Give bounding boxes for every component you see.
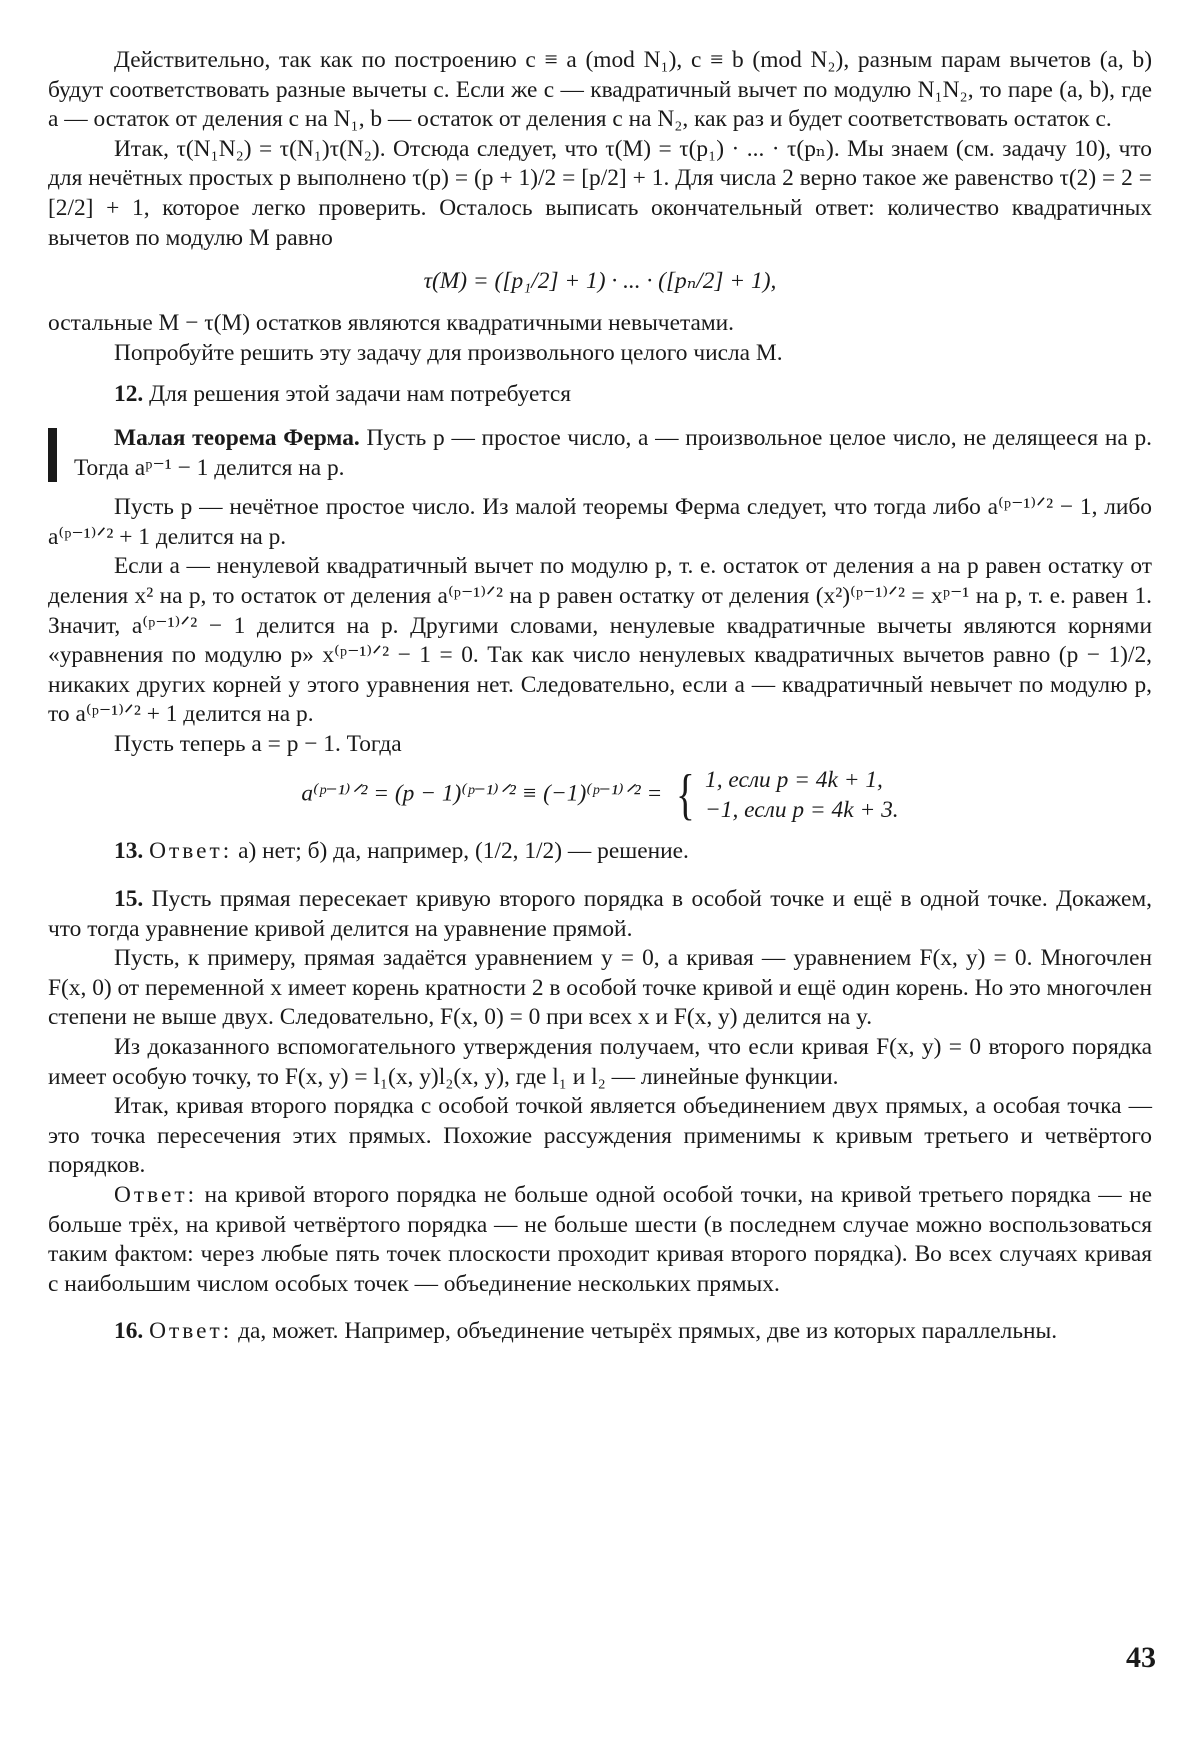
problem-13-answer-label: Ответ:	[149, 838, 233, 865]
paragraph-2: Итак, τ(N₁N₂) = τ(N₁)τ(N₂). Отсюда следует, что τ(M) = τ(p₁) · ... · τ(pₙ). Мы знаем (см. задачу 10), что для нечётных простых p выполнено τ(p) = (p + 1)/2 = [p/2] + 1. Для числа 2 верно такое же равенство τ(2) = 2 = [2/2] + 1, которое легко проверить. Осталось выписать окончательный ответ: количество квадратичных вычетов по модулю M равно	[48, 135, 1152, 251]
paragraph-5: Пусть p — нечётное простое число. Из малой теоремы Ферма следует, что тогда либо a⁽ᵖ⁻¹⁾ᐟ² − 1, либо a⁽ᵖ⁻¹⁾ᐟ² + 1 делится на p.	[48, 494, 1152, 550]
problem-16	[48, 1317, 1152, 1347]
theorem-statement	[74, 424, 1152, 483]
formula-cases	[48, 765, 1152, 825]
paragraph-10: Итак, кривая второго порядка с особой точкой является объединением двух прямых, а особая точка — это точка пересечения этих прямых. Похожие рассуждения применимы к кривым третьего и четвёртого порядков.	[48, 1093, 1152, 1179]
paragraph-3: остальные M − τ(M) остатков являются квадратичными невычетами.	[48, 310, 735, 337]
problem-15-number: 15.	[114, 886, 144, 913]
answer-text-15: на кривой второго порядка не больше одной особой точки, на кривой третьего порядка — не больше трёх, на кривой четвёртого порядка — не больше шести (в последнем случае можно воспользоваться таким фактом: через любые пять точек плоскости проходит кривая второго порядка). Во всех случаях кривая с наибольшим числом особых точек — объединение нескольких прямых.	[48, 1182, 1152, 1297]
problem-13	[48, 837, 1152, 867]
paragraph-9: Из доказанного вспомогательного утверждения получаем, что если кривая F(x, y) = 0 второго порядка имеет особую точку, то F(x, y) = l₁(x, y)l₂(x, y), где l₁ и l₂ — линейные функции.	[48, 1034, 1152, 1090]
problem-15	[48, 885, 1152, 944]
problem-16-number: 16.	[114, 1318, 144, 1345]
problem-16-answer-label: Ответ:	[149, 1318, 233, 1345]
theorem-bar	[48, 428, 57, 482]
problem-12-text: Для решения этой задачи нам потребуется	[149, 381, 572, 408]
theorem-box	[48, 424, 1152, 483]
page-number: 43	[1126, 1641, 1156, 1674]
paragraph-6: Если a — ненулевой квадратичный вычет по модулю p, т. е. остаток от деления a на p равен остатку от деления x² на p, то остаток от деления a⁽ᵖ⁻¹⁾ᐟ² на p равен остатку от деления (x²)⁽ᵖ⁻¹⁾ᐟ² = xᵖ⁻¹ на p, т. е. равен 1. Значит, a⁽ᵖ⁻¹⁾ᐟ² − 1 делится на p. Другими словами, ненулевые квадратичные вычеты являются корнями «уравнения по модулю p» x⁽ᵖ⁻¹⁾ᐟ² − 1 = 0. Так как число ненулевых квадратичных вычетов равно (p − 1)/2, никаких других корней у этого уравнения нет. Следовательно, если a — квадратичный невычет по модулю p, то a⁽ᵖ⁻¹⁾ᐟ² + 1 делится на p.	[48, 553, 1152, 728]
problem-16-text: да, может. Например, объединение четырёх прямых, две из которых параллельны.	[238, 1318, 1058, 1345]
problem-13-number: 13.	[114, 838, 144, 865]
problem-13-text: а) нет; б) да, например, (1/2, 1/2) — решение.	[238, 838, 689, 865]
problem-12-number: 12.	[114, 381, 144, 408]
formula-cases-left: a⁽ᵖ⁻¹⁾ᐟ² = (p − 1)⁽ᵖ⁻¹⁾ᐟ² ≡ (−1)⁽ᵖ⁻¹⁾ᐟ² =	[301, 780, 663, 807]
theorem-title: Малая теорема Ферма.	[114, 424, 360, 451]
answer-label-15: Ответ:	[114, 1182, 198, 1208]
paragraph-1: Действительно, так как по построению c ≡ a (mod N₁), c ≡ b (mod N₂), разным парам вычетов (a, b) будут соответствовать разные вычеты c. Если же c — квадратичный вычет по модулю N₁N₂, то паре (a, b), где a — остаток от деления c на N₁, b — остаток от деления c на N₂, как раз и будет соответствовать остаток c.	[48, 47, 1152, 133]
left-brace-icon: {	[676, 764, 695, 827]
page-body	[48, 46, 1152, 1347]
paragraph-7: Пусть теперь a = p − 1. Тогда	[114, 730, 402, 757]
problem-15-text: Пусть прямая пересекает кривую второго порядка в особой точке и ещё в одной точке. Докажем, что тогда уравнение кривой делится на уравнение прямой.	[48, 886, 1152, 942]
paragraph-8: Пусть, к примеру, прямая задаётся уравнением y = 0, а кривая — уравнением F(x, y) = 0. Многочлен F(x, 0) от переменной x имеет корень кратности 2 в особой точке кривой и ещё один корень. Но это многочлен степени не выше двух. Следовательно, F(x, 0) = 0 при всех x и F(x, y) делится на y.	[48, 945, 1152, 1031]
case-2: −1, если p = 4k + 3.	[705, 797, 899, 824]
paragraph-11	[48, 1181, 1152, 1299]
problem-12	[48, 380, 1152, 410]
paragraph-4: Попробуйте решить эту задачу для произвольного целого числа M.	[114, 339, 783, 366]
case-1: 1, если p = 4k + 1,	[705, 767, 883, 794]
cases-rows	[705, 765, 899, 825]
theorem-text: Пусть p — простое число, a — произвольное целое число, не делящееся на p. Тогда aᵖ⁻¹ − 1 делится на p.	[74, 424, 1152, 481]
cases-block	[672, 765, 899, 825]
formula-tau-m: τ(M) = ([p₁/2] + 1) · ... · ([pₙ/2] + 1),	[423, 268, 777, 295]
